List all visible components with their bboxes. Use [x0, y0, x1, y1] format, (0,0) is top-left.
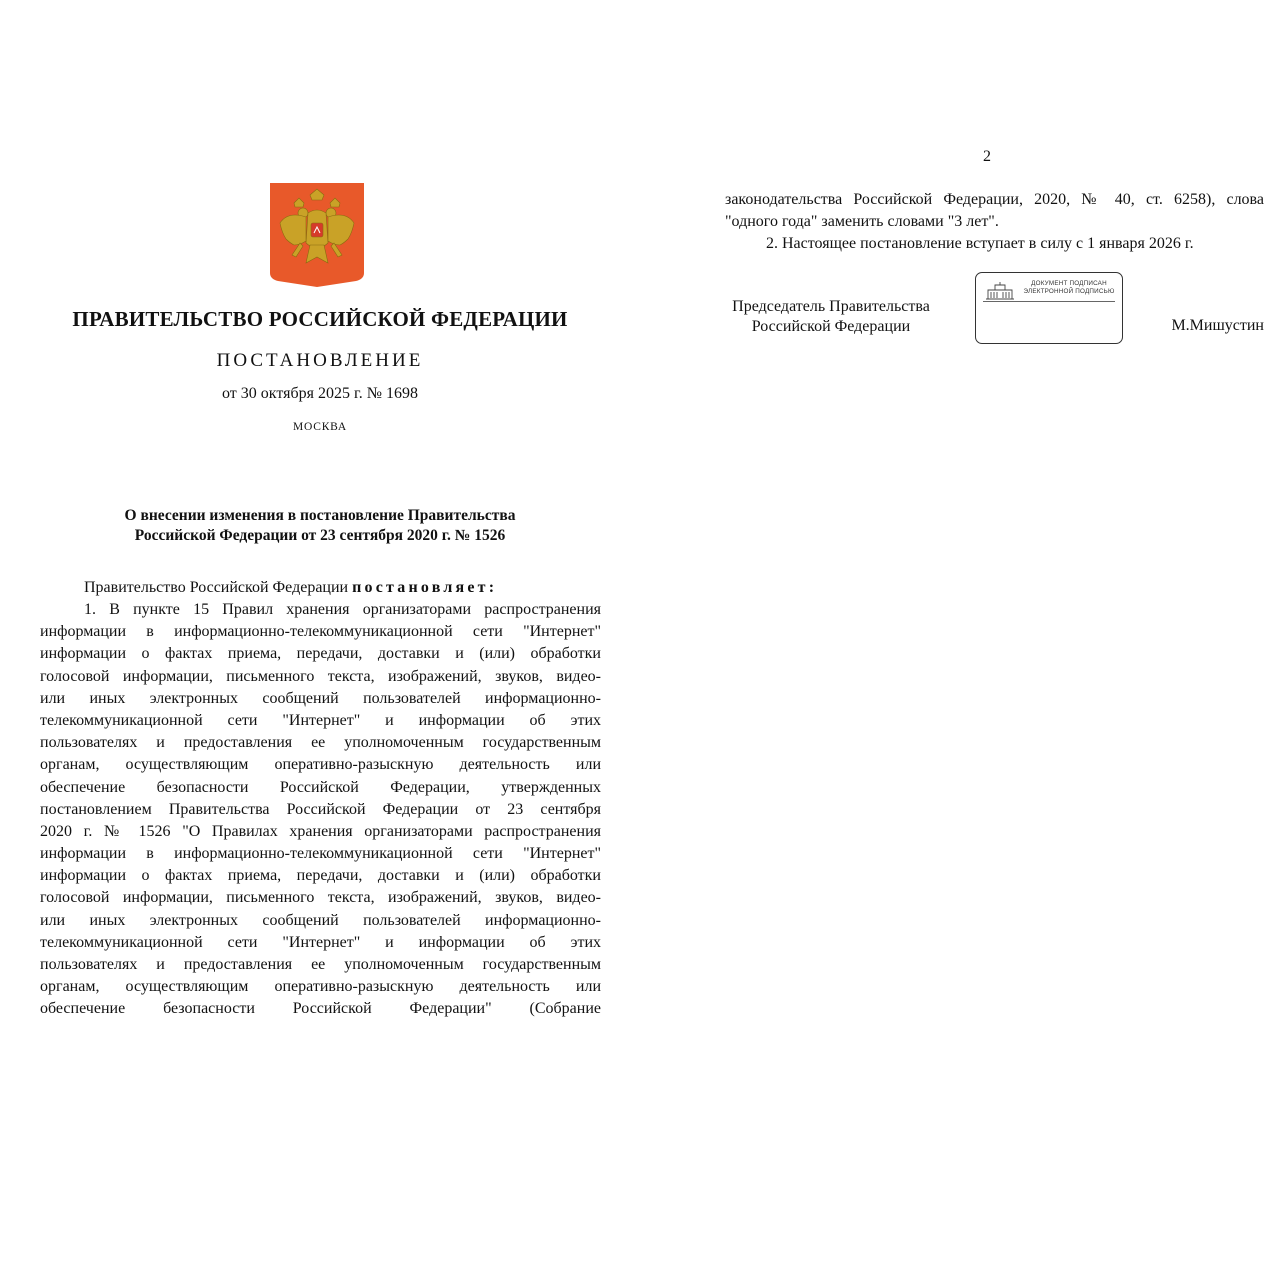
preamble-text: Правительство Российской Федерации: [84, 579, 353, 596]
body-line: информации о фактах приема, передачи, доставки и (или) обработки: [40, 645, 601, 663]
body-line: 1. В пункте 15 Правил хранения организаторами распространения: [84, 601, 601, 618]
stamp-header-line: ЭЛЕКТРОННОЙ ПОДПИСЬЮ: [1023, 288, 1115, 295]
body-line: 2020 г. № 1526 "О Правилах хранения организаторами распространения: [40, 822, 601, 840]
stamp-divider: [983, 301, 1115, 302]
e-signature-stamp: [975, 272, 1123, 344]
page-2: [660, 0, 1280, 1280]
decree-word: постановляет:: [352, 579, 498, 596]
subject-line: Российской Федерации от 23 сентября 2020 г. № 1526: [134, 527, 506, 544]
document-date-number: от 30 октября 2025 г. № 1698: [221, 385, 418, 402]
body-line: законодательства Российской Федерации, 2020, № 40, ст. 6258), слова: [725, 191, 1264, 208]
signer-title: [722, 297, 940, 337]
body-line: информации в информационно-телекоммуникационной сети "Интернет": [40, 845, 601, 863]
stamp-header: [1020, 280, 1118, 296]
body-line: голосовой информации, письменного текста, изображений, звуков, видео-: [40, 889, 601, 907]
page-2-text: [725, 189, 1264, 255]
body-line: информации о фактах приема, передачи, доставки и (или) обработки: [40, 867, 601, 885]
body-line: телекоммуникационной сети "Интернет" и информации об этих: [40, 933, 601, 951]
body-line: телекоммуникационной сети "Интернет" и информации об этих: [40, 711, 601, 729]
clause-1-text: [40, 599, 601, 1021]
body-line: постановлением Правительства Российской Федерации от 23 сентября: [40, 800, 601, 818]
signer-title-line: Российской Федерации: [751, 318, 911, 335]
body-line: информации в информационно-телекоммуникационной сети "Интернет": [40, 623, 601, 641]
government-building-icon: [983, 281, 1017, 301]
document-subject: [0, 506, 640, 546]
page-number: 2: [983, 148, 991, 165]
government-title: ПРАВИТЕЛЬСТВО РОССИЙСКОЙ ФЕДЕРАЦИИ: [72, 307, 568, 331]
body-line: пользователях и предоставления ее уполномоченным государственным: [40, 734, 601, 752]
subject-line: О внесении изменения в постановление Правительства: [124, 507, 516, 524]
coat-of-arms-icon: [270, 183, 364, 287]
signer-name: М.Мишустин: [1171, 317, 1264, 334]
body-line: органам, осуществляющим оперативно-разыскную деятельность или: [40, 978, 601, 996]
body-line: "одного года" заменить словами "3 лет".: [725, 213, 999, 230]
body-line: обеспечение безопасности Российской Федерации, утвержденных: [40, 778, 601, 796]
body-line: пользователях и предоставления ее уполномоченным государственным: [40, 956, 601, 973]
body-line: обеспечение безопасности Российской Федерации" (Собрание: [40, 1000, 601, 1018]
document-city: МОСКВА: [292, 421, 348, 433]
body-line: или иных электронных сообщений пользователей информационно-: [40, 689, 601, 707]
document-type: ПОСТАНОВЛЕНИЕ: [216, 350, 424, 371]
body-line: голосовой информации, письменного текста, изображений, звуков, видео-: [40, 667, 601, 685]
signer-title-line: Председатель Правительства: [732, 298, 930, 315]
stamp-header-line: ДОКУМЕНТ ПОДПИСАН: [1031, 280, 1107, 287]
clause-2-text: 2. Настоящее постановление вступает в силу с 1 января 2026 г.: [766, 235, 1194, 252]
body-line: органам, осуществляющим оперативно-разыскную деятельность или: [40, 756, 601, 774]
body-line: или иных электронных сообщений пользователей информационно-: [40, 911, 601, 929]
preamble: [84, 577, 497, 599]
